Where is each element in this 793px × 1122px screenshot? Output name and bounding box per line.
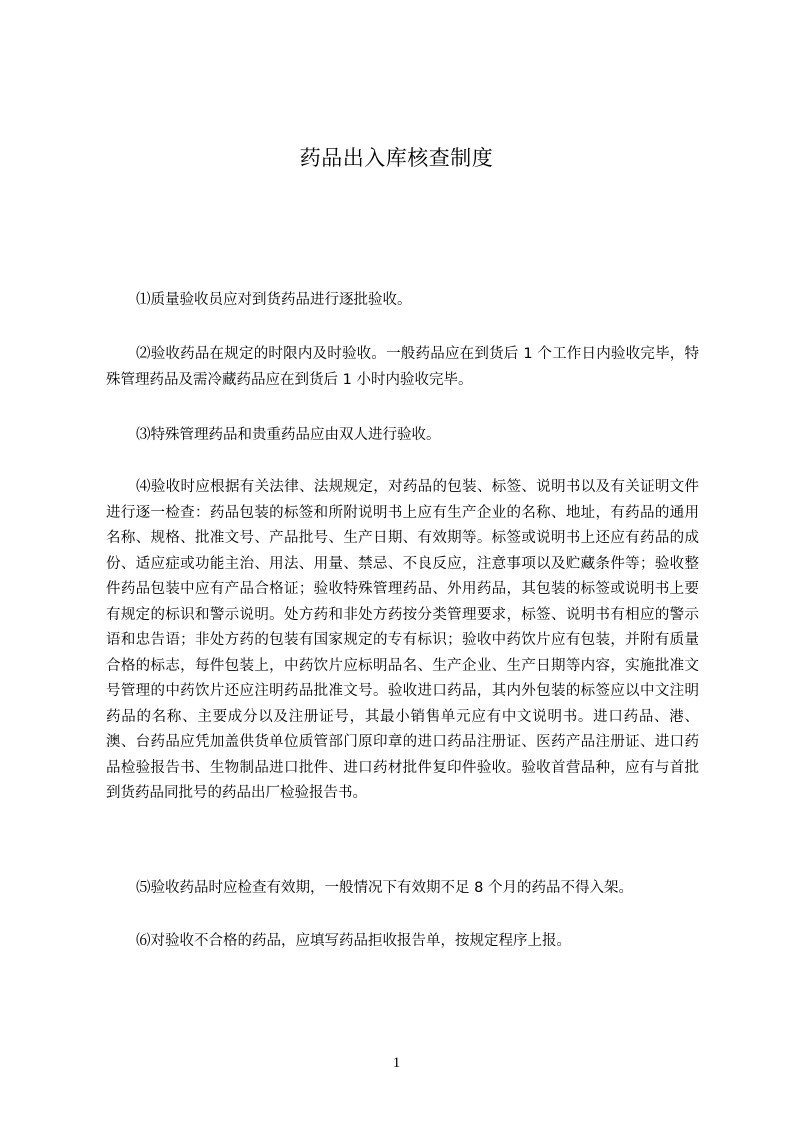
paragraph-4: ⑷验收时应根据有关法律、法规规定，对药品的包装、标签、说明书以及有关证明文件进行逐一检查：药品包装的标签和所附说明书上应有生产企业的名称、地址，有药品的通用名称、规格、批准文号、产品批号、生产日期、有效期等。标签或说明书上还应有药品的成份、适应症或功能主治、用法、用量、禁忌、不良反应，注意事项以及贮藏条件等；验收整件药品包装中应有产品合格证；验收特殊管理药品、外用药品，其包装的标签或说明书上要有规定的标识和警示说明。处方药和非处方药按分类管理要求，标签、说明书有相应的警示语和忠告语；非处方药的包装有国家规定的专有标识；验收中药饮片应有包装，并附有质量合格的标志，每件包装上，中药饮片应标明品名、生产企业、生产日期等内容，实施批准文号管理的中药饮片还应注明药品批准文号。验收进口药品，其内外包装的标签应以中文注明药品的名称、主要成分以及注册证号，其最小销售单元应有中文说明书。进口药品、港、澳、台药品应凭加盖供货单位质管部门原印章的进口药品注册证、医药产品注册证、进口药品检验报告书、生物制品进口批件、进口药材批件复印件验收。验收首营品种，应有与首批到货药品同批号的药品出厂检验报告书。 [106, 479, 699, 801]
document-title: 药品出入库核查制度 [299, 146, 494, 170]
paragraph-3: ⑶特殊管理药品和贵重药品应由双人进行验收。 [136, 427, 441, 443]
page-number: 1 [392, 1055, 401, 1071]
paragraph-6: ⑹对验收不合格的药品，应填写药品拒收报告单，按规定程序上报。 [136, 933, 571, 949]
paragraph-2: ⑵验收药品在规定的时限内及时验收。一般药品应在到货后 1 个工作日内验收完毕，特殊管理药品及需冷藏药品应在到货后 1 小时内验收完毕。 [106, 346, 699, 388]
paragraph-5: ⑸验收药品时应检查有效期，一般情况下有效期不足 8 个月的药品不得入架。 [136, 880, 633, 896]
paragraph-1: ⑴质量验收员应对到货药品进行逐批验收。 [136, 292, 412, 308]
